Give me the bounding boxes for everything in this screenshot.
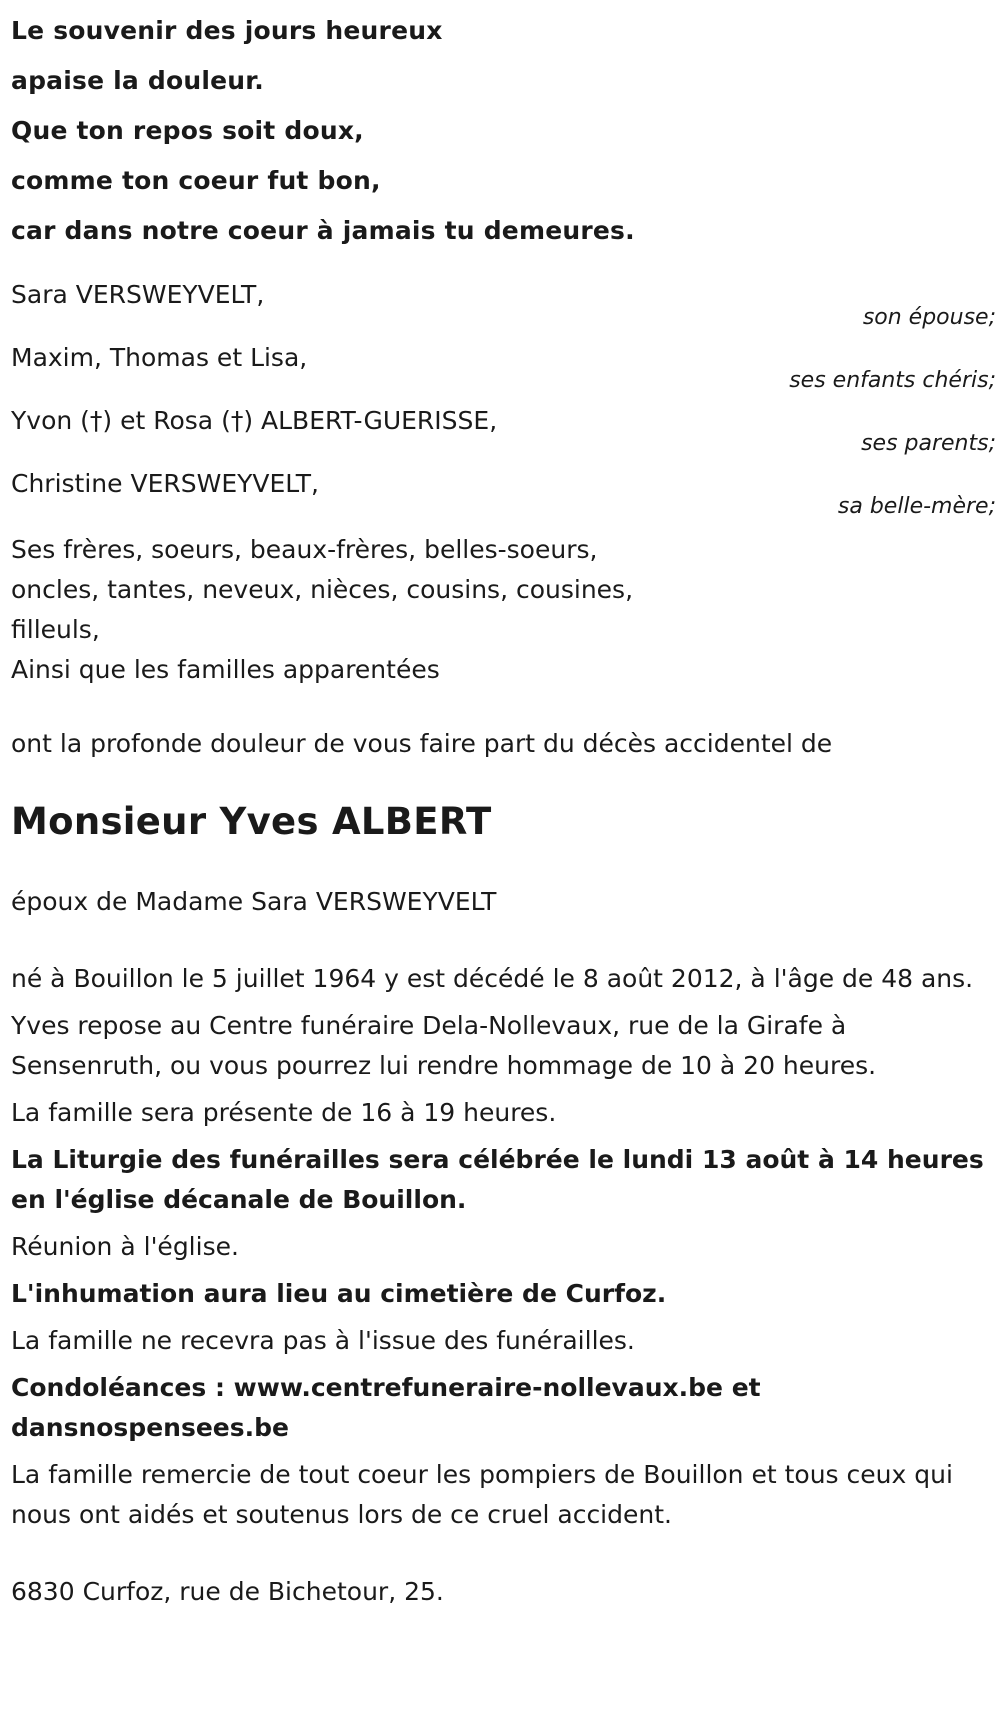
extended-family-line: Ainsi que les familles apparentées <box>11 655 440 684</box>
family-member-relation: sa belle-mère; <box>837 494 996 519</box>
family-member-relation: son épouse; <box>862 305 996 330</box>
family-member-relation: ses enfants chéris; <box>789 368 996 393</box>
meeting-info: Réunion à l'église. <box>11 1232 239 1261</box>
family-presence-info: La famille sera présente de 16 à 19 heures. <box>11 1098 557 1127</box>
liturgy-info: La Liturgie des funérailles sera célébrée le lundi 13 août à 14 heures en l'église décanale de Bouillon. <box>11 1145 984 1214</box>
deceased-name: Monsieur Yves ALBERT <box>11 800 492 843</box>
extended-family-line: oncles, tantes, neveux, nièces, cousins, cousines, <box>11 575 634 604</box>
poem-line: apaise la douleur. <box>11 66 264 95</box>
thanks-info: La famille remercie de tout coeur les pompiers de Bouillon et tous ceux qui nous ont aidés et soutenus lors de ce cruel accident. <box>11 1460 953 1529</box>
family-member-name: Christine VERSWEYVELT, <box>11 469 319 498</box>
poem-line: car dans notre coeur à jamais tu demeures. <box>11 216 635 245</box>
extended-family <box>11 530 711 690</box>
family-list <box>11 278 996 690</box>
extended-family-line: Ses frères, soeurs, beaux-frères, belles-soeurs, <box>11 535 598 564</box>
poem <box>11 0 1000 256</box>
family-member <box>11 341 996 404</box>
extended-family-line: filleuls, <box>11 615 100 644</box>
birth-death-info: né à Bouillon le 5 juillet 1964 y est décédé le 8 août 2012, à l'âge de 48 ans. <box>11 964 974 993</box>
poem-line: comme ton coeur fut bon, <box>11 166 381 195</box>
family-member <box>11 467 996 530</box>
announcement: ont la profonde douleur de vous faire part du décès accidentel de <box>11 729 833 758</box>
poem-line: Que ton repos soit doux, <box>11 116 364 145</box>
family-member <box>11 404 996 467</box>
poem-line: Le souvenir des jours heureux <box>11 16 443 45</box>
spouse-line: époux de Madame Sara VERSWEYVELT <box>11 887 497 916</box>
family-member <box>11 278 996 341</box>
no-reception-info: La famille ne recevra pas à l'issue des funérailles. <box>11 1326 635 1355</box>
family-member-name: Yvon (†) et Rosa (†) ALBERT-GUERISSE, <box>11 406 498 435</box>
address: 6830 Curfoz, rue de Bichetour, 25. <box>11 1577 444 1606</box>
repose-info: Yves repose au Centre funéraire Dela-Nollevaux, rue de la Girafe à Sensenruth, ou vous pourrez lui rendre hommage de 10 à 20 heures. <box>11 1011 877 1080</box>
family-member-name: Maxim, Thomas et Lisa, <box>11 343 308 372</box>
family-member-relation: ses parents; <box>861 431 996 456</box>
family-member-name: Sara VERSWEYVELT, <box>11 280 265 309</box>
condolences-info: Condoléances : www.centrefuneraire-nollevaux.be et dansnospensees.be <box>11 1373 761 1442</box>
funeral-details <box>11 959 986 1535</box>
burial-info: L'inhumation aura lieu au cimetière de Curfoz. <box>11 1279 667 1308</box>
